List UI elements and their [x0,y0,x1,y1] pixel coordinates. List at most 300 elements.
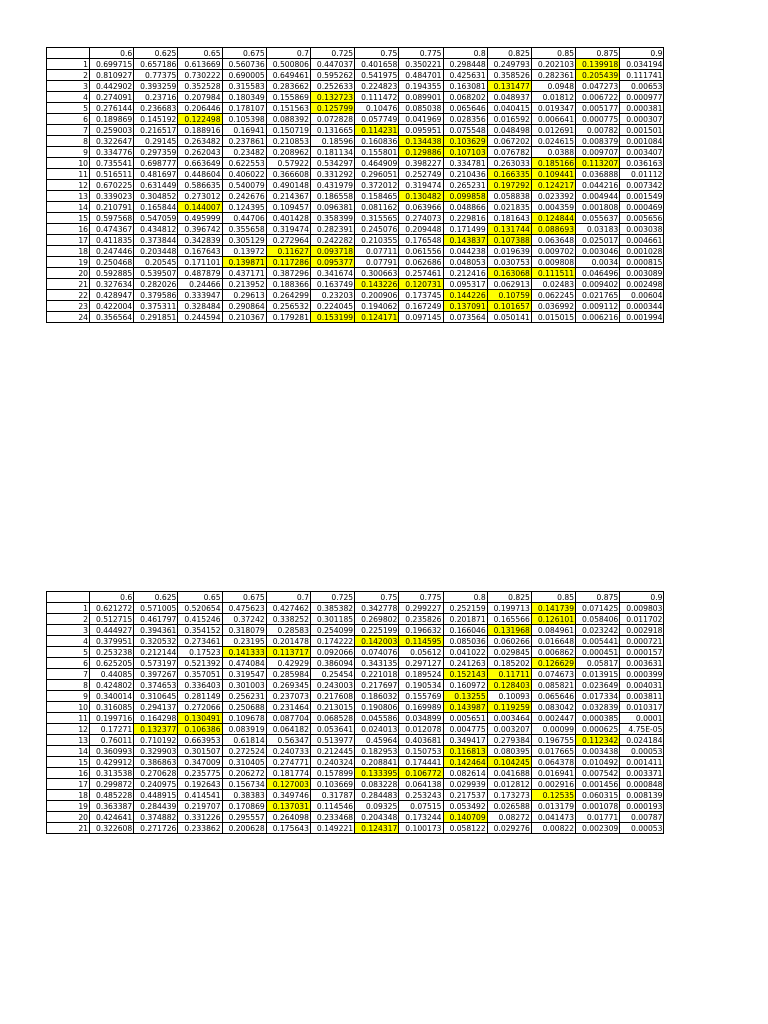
row-label: 14 [47,746,90,757]
row-label: 8 [47,680,90,691]
table-row [47,158,664,169]
table-cell: 0.160836 [355,136,399,147]
table-cell: 0.048498 [487,125,531,136]
table-cell: 0.171101 [178,257,222,268]
table-cell: 0.0948 [531,81,575,92]
table-cell: 0.163749 [310,279,354,290]
column-header: 0.7 [266,592,310,603]
table-cell: 0.281149 [178,691,222,702]
row-label: 21 [47,279,90,290]
table-cell: 0.229816 [443,213,487,224]
table-cell: 0.247446 [90,246,134,257]
table-cell: 0.007342 [620,180,664,191]
table-row [47,312,664,323]
table-cell: 0.262043 [178,147,222,158]
table-cell: 0.250468 [90,257,134,268]
table-cell: 0.016592 [487,114,531,125]
table-row [47,757,664,768]
table-cell: 0.01771 [576,812,620,823]
column-header: 0.725 [310,592,354,603]
highlighted-cell: 0.152143 [443,669,487,680]
table-cell: 0.000469 [620,202,664,213]
table-cell: 0.429912 [90,757,134,768]
table-cell: 0.170869 [222,801,266,812]
highlighted-cell: 0.113717 [266,647,310,658]
table-row [47,224,664,235]
table-cell: 0.213952 [222,279,266,290]
table-cell: 0.0034 [576,257,620,268]
table-cell: 0.016941 [531,768,575,779]
column-header: 0.825 [487,48,531,59]
table-cell: 0.001078 [576,801,620,812]
table-cell: 0.064378 [531,757,575,768]
table-row [47,680,664,691]
table-cell: 0.474367 [90,224,134,235]
table-cell: 0.539507 [134,268,178,279]
table-cell: 0.485228 [90,790,134,801]
table-cell: 0.294137 [134,702,178,713]
table-cell: 0.42929 [266,658,310,669]
row-label: 5 [47,103,90,114]
table-cell: 0.160972 [443,680,487,691]
highlighted-cell: 0.124217 [531,180,575,191]
table-cell: 0.347009 [178,757,222,768]
column-header: 0.625 [134,48,178,59]
table-cell: 0.060266 [487,636,531,647]
table-cell: 0.387296 [266,268,310,279]
table-cell: 0.265231 [443,180,487,191]
table-cell: 0.448915 [134,790,178,801]
highlighted-cell: 0.133395 [355,768,399,779]
row-label: 18 [47,246,90,257]
table-cell: 0.316085 [90,702,134,713]
table-cell: 0.173273 [487,790,531,801]
table-cell: 0.622553 [222,158,266,169]
table-cell: 0.07711 [355,246,399,257]
highlighted-cell: 0.095377 [310,257,354,268]
table-cell: 0.026588 [487,801,531,812]
table-cell: 0.005177 [576,103,620,114]
table-cell: 0.401658 [355,59,399,70]
row-label: 2 [47,614,90,625]
table-cell: 0.427462 [266,603,310,614]
table-cell: 0.354152 [178,625,222,636]
table-cell: 0.057749 [355,114,399,125]
highlighted-cell: 0.141739 [531,603,575,614]
highlighted-cell: 0.127003 [266,779,310,790]
table-cell: 0.20545 [134,257,178,268]
table-cell: 0.270628 [134,768,178,779]
table-cell: 0.030753 [487,257,531,268]
highlighted-cell: 0.088693 [531,224,575,235]
table-cell: 0.274091 [90,92,134,103]
table-cell: 0.009402 [576,279,620,290]
column-header: 0.875 [576,48,620,59]
table-row [47,768,664,779]
table-cell: 0.185202 [487,658,531,669]
table-cell: 0.000307 [620,114,664,125]
table-cell: 0.083042 [531,702,575,713]
table-cell: 0.034194 [620,59,664,70]
table-cell: 0.37242 [222,614,266,625]
table-cell: 0.411835 [90,235,134,246]
highlighted-cell: 0.143226 [355,279,399,290]
table-cell: 0.050141 [487,312,531,323]
table-cell: 0.424802 [90,680,134,691]
table-cell: 0.001456 [576,779,620,790]
table-cell: 0.001994 [620,312,664,323]
table-cell: 0.019347 [531,103,575,114]
table-cell: 0.150719 [266,125,310,136]
table-cell: 0.058406 [576,614,620,625]
highlighted-cell: 0.116813 [443,746,487,757]
table-cell: 0.032839 [576,702,620,713]
table-cell: 0.002309 [576,823,620,834]
table-cell: 0.521392 [178,658,222,669]
table-cell: 0.355658 [222,224,266,235]
table-cell: 0.424641 [90,812,134,823]
table-cell: 0.657186 [134,59,178,70]
table-cell: 0.597568 [90,213,134,224]
table-cell: 0.041473 [531,812,575,823]
table-cell: 0.021835 [487,202,531,213]
table-cell: 0.285984 [266,669,310,680]
table-cell: 0.374653 [134,680,178,691]
table-cell: 0.200628 [222,823,266,834]
table-cell: 0.500806 [266,59,310,70]
header-row [47,48,664,59]
column-header: 0.825 [487,592,531,603]
row-label: 16 [47,224,90,235]
table-cell: 0.151563 [266,103,310,114]
table-cell: 0.210853 [266,136,310,147]
table-cell: 0.393259 [134,81,178,92]
table-cell: 0.155869 [266,92,310,103]
highlighted-cell: 0.13255 [443,691,487,702]
highlighted-cell: 0.12535 [531,790,575,801]
table-cell: 0.18596 [310,136,354,147]
table-cell: 0.447037 [310,59,354,70]
table-cell: 0.083228 [355,779,399,790]
highlighted-cell: 0.107388 [487,235,531,246]
row-label: 20 [47,268,90,279]
table-cell: 0.44085 [90,669,134,680]
table-cell: 0.00099 [531,724,575,735]
highlighted-cell: 0.205439 [576,70,620,81]
table-cell: 0.189524 [399,669,443,680]
table-cell: 0.341674 [310,268,354,279]
highlighted-cell: 0.119259 [487,702,531,713]
table-cell: 0.196755 [531,735,575,746]
table-cell: 0.274771 [266,757,310,768]
table-cell: 0.001084 [620,136,664,147]
table-cell: 0.036163 [620,158,664,169]
table-cell: 0.015015 [531,312,575,323]
table-cell: 0.571005 [134,603,178,614]
row-label: 5 [47,647,90,658]
table-row [47,246,664,257]
table-cell: 0.31787 [310,790,354,801]
table-cell: 0.004359 [531,202,575,213]
table-cell: 0.560736 [222,59,266,70]
row-label: 16 [47,768,90,779]
table-cell: 0.000625 [576,724,620,735]
table-cell: 0.0001 [620,713,664,724]
table-cell: 0.024013 [355,724,399,735]
highlighted-cell: 0.099858 [443,191,487,202]
table-cell: 0.464909 [355,158,399,169]
table-cell: 0.428947 [90,290,134,301]
table-cell: 0.291851 [134,312,178,323]
highlighted-cell: 0.140709 [443,812,487,823]
table-cell: 0.541975 [355,70,399,81]
table-cell: 0.437171 [222,268,266,279]
table-row [47,779,664,790]
table-cell: 0.331226 [178,812,222,823]
table-cell: 0.298448 [443,59,487,70]
table-cell: 0.245076 [355,224,399,235]
table-row [47,812,664,823]
table-cell: 0.219707 [178,801,222,812]
table-cell: 0.540079 [222,180,266,191]
table-cell: 0.240975 [134,779,178,790]
highlighted-cell: 0.131744 [487,224,531,235]
row-label: 13 [47,191,90,202]
table-cell: 0.319474 [266,224,310,235]
table-cell: 0.272524 [222,746,266,757]
table-cell: 0.252749 [399,169,443,180]
table-cell: 0.374882 [134,812,178,823]
highlighted-cell: 0.104245 [487,757,531,768]
table-cell: 0.206446 [178,103,222,114]
table-cell: 0.237861 [222,136,266,147]
table-cell: 0.041969 [399,114,443,125]
table-cell: 0.150753 [399,746,443,757]
table-cell: 0.001501 [620,125,664,136]
table-cell: 0.004031 [620,680,664,691]
table-cell: 0.240324 [310,757,354,768]
table-cell: 0.214367 [266,191,310,202]
table-cell: 0.242282 [310,235,354,246]
table-cell: 0.095317 [443,279,487,290]
row-label: 8 [47,136,90,147]
table-cell: 0.002918 [620,625,664,636]
table-cell: 0.461797 [134,614,178,625]
table-cell: 0.269345 [266,680,310,691]
highlighted-cell: 0.197292 [487,180,531,191]
column-header: 0.8 [443,48,487,59]
highlighted-cell: 0.128403 [487,680,531,691]
table-cell: 0.076782 [487,147,531,158]
table-cell: 0.448604 [178,169,222,180]
column-header: 0.75 [355,592,399,603]
table-row [47,658,664,669]
table-cell: 0.011702 [620,614,664,625]
table-cell: 0.000721 [620,636,664,647]
table-cell: 0.415246 [178,614,222,625]
table-cell: 0.315565 [355,213,399,224]
table-cell: 0.062686 [399,257,443,268]
table-cell: 0.397267 [134,669,178,680]
column-header: 0.675 [222,48,266,59]
table-cell: 0.181643 [487,213,531,224]
highlighted-cell: 0.143837 [443,235,487,246]
table-cell: 0.284483 [355,790,399,801]
table-cell: 0.534297 [310,158,354,169]
table-cell: 0.406022 [222,169,266,180]
table-cell: 0.041688 [487,768,531,779]
table-cell: 0.282361 [531,70,575,81]
table-cell: 0.006862 [531,647,575,658]
table-cell: 0.76011 [90,735,134,746]
highlighted-cell: 0.11711 [487,669,531,680]
table-cell: 0.547059 [134,213,178,224]
table-cell: 0.073564 [443,312,487,323]
table-cell: 0.208841 [355,757,399,768]
table-cell: 0.017665 [531,746,575,757]
table-cell: 0.096381 [310,202,354,213]
table-row [47,647,664,658]
table-cell: 0.040415 [487,103,531,114]
table-cell: 0.071425 [576,603,620,614]
table-cell: 0.068202 [443,92,487,103]
row-label: 11 [47,713,90,724]
table-cell: 0.023242 [576,625,620,636]
table-cell: 0.318079 [222,625,266,636]
table-cell: 0.00053 [620,746,664,757]
highlighted-cell: 0.141333 [222,647,266,658]
table-cell: 0.008379 [576,136,620,147]
table-cell: 0.385382 [310,603,354,614]
table-cell: 0.174441 [399,757,443,768]
table-cell: 0.358526 [487,70,531,81]
table-cell: 0.00787 [620,812,664,823]
table-cell: 0.663649 [178,158,222,169]
table-cell: 0.273012 [178,191,222,202]
table-cell: 0.000385 [576,713,620,724]
table-cell: 0.000815 [620,257,664,268]
table-cell: 0.28583 [266,625,310,636]
highlighted-cell: 0.131477 [487,81,531,92]
table-cell: 0.57922 [266,158,310,169]
table-cell: 0.730222 [178,70,222,81]
highlighted-cell: 0.129886 [399,147,443,158]
table-cell: 0.208962 [266,147,310,158]
table-cell: 0.282391 [310,224,354,235]
table-cell: 0.165844 [134,202,178,213]
table-cell: 0.301003 [222,680,266,691]
table-cell: 0.44706 [222,213,266,224]
table-cell: 0.217697 [355,680,399,691]
highlighted-cell: 0.142003 [355,636,399,647]
table-cell: 0.081162 [355,202,399,213]
table-cell: 0.157899 [310,768,354,779]
table-cell: 0.212445 [310,746,354,757]
table-cell: 0.174222 [310,636,354,647]
table-cell: 0.167249 [399,301,443,312]
highlighted-cell: 0.143987 [443,702,487,713]
table-cell: 0.225199 [355,625,399,636]
column-header: 0.875 [576,592,620,603]
table-cell: 0.046496 [576,268,620,279]
table-cell: 0.058838 [487,191,531,202]
highlighted-cell: 0.124171 [355,312,399,323]
table-row [47,257,664,268]
row-label: 12 [47,724,90,735]
table-cell: 0.310405 [222,757,266,768]
highlighted-cell: 0.106772 [399,768,443,779]
column-header: 0.775 [399,48,443,59]
table-cell: 0.296051 [355,169,399,180]
table-cell: 0.024184 [620,735,664,746]
table-cell: 0.206272 [222,768,266,779]
table-cell: 0.045586 [355,713,399,724]
table-cell: 0.087704 [266,713,310,724]
data-table-2 [46,591,664,834]
table-cell: 0.272964 [266,235,310,246]
row-label: 10 [47,702,90,713]
highlighted-cell: 0.124317 [355,823,399,834]
table-cell: 0.274073 [399,213,443,224]
table-row [47,669,664,680]
table-cell: 0.085038 [399,103,443,114]
table-cell: 0.08272 [487,812,531,823]
table-row [47,103,664,114]
table-cell: 0.212144 [134,647,178,658]
table-row [47,702,664,713]
table-cell: 0.00604 [620,290,664,301]
table-cell: 0.004944 [576,191,620,202]
table-cell: 0.13972 [222,246,266,257]
table-cell: 0.061556 [399,246,443,257]
table-cell: 0.173244 [399,812,443,823]
column-header: 0.675 [222,592,266,603]
table-cell: 0.111472 [355,92,399,103]
table-cell: 0.17523 [178,647,222,658]
row-label: 17 [47,779,90,790]
table-cell: 4.75E-05 [620,724,664,735]
table-cell: 0.003371 [620,768,664,779]
table-cell: 0.062245 [531,290,575,301]
table-cell: 0.200906 [355,290,399,301]
row-label: 13 [47,735,90,746]
table-cell: 0.074673 [531,669,575,680]
table-cell: 0.001411 [620,757,664,768]
row-label: 3 [47,81,90,92]
table-cell: 0.083919 [222,724,266,735]
table-cell: 0.203448 [134,246,178,257]
table-cell: 0.055637 [576,213,620,224]
highlighted-cell: 0.109441 [531,169,575,180]
table-cell: 0.516511 [90,169,134,180]
table-cell: 0.257461 [399,268,443,279]
table-cell: 0.003438 [576,746,620,757]
table-cell: 0.213015 [310,702,354,713]
table-cell: 0.24466 [178,279,222,290]
table-cell: 0.17271 [90,724,134,735]
table-cell: 0.414541 [178,790,222,801]
table-cell: 0.009803 [620,603,664,614]
table-cell: 0.080395 [487,746,531,757]
table-cell: 0.322647 [90,136,134,147]
table-cell: 0.300663 [355,268,399,279]
table-cell: 0.233468 [310,812,354,823]
highlighted-cell: 0.093718 [310,246,354,257]
table-cell: 0.513977 [310,735,354,746]
highlighted-cell: 0.131968 [487,625,531,636]
row-label: 3 [47,625,90,636]
table-cell: 0.010317 [620,702,664,713]
